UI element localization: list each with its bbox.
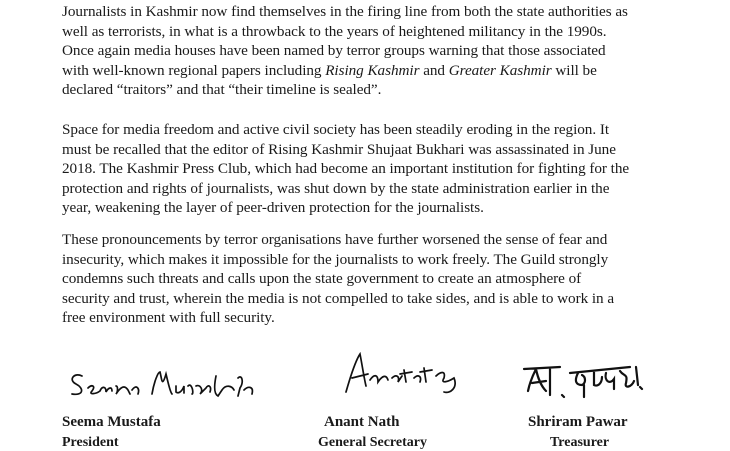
text-line: [62, 22, 712, 42]
text-run: 2018. The Kashmir Press Club, which had become an important institution for fighting for the: [62, 160, 630, 178]
text-run: declared “traitors” and that “their timeline is sealed”.: [62, 81, 382, 99]
text-line: [62, 230, 712, 250]
text-line: [62, 250, 712, 270]
italic-run: Rising Kashmir: [325, 61, 420, 79]
signatory-name-seema-mustafa: Seema Mustafa: [62, 414, 161, 430]
text-run: protection and rights of journalists, was shut down by the state administration earlier in the: [62, 179, 610, 197]
text-line: [62, 61, 712, 81]
signature-anant-nath: [340, 348, 470, 398]
paragraph-media-freedom: [62, 120, 712, 218]
text-run: These pronouncements by terror organisations have further worsened the sense of fear and: [62, 231, 608, 248]
paragraph-guild-condemns: [62, 230, 712, 328]
signatory-role-president: President: [62, 435, 119, 450]
signatory-name-anant-nath: Anant Nath: [324, 414, 400, 430]
signatory-role-general-secretary: General Secretary: [318, 435, 427, 450]
signature-seema-mustafa: [66, 364, 266, 404]
italic-run: Greater Kashmir: [448, 61, 552, 79]
text-run: security and trust, wherein the media is not compelled to take sides, and is able to work in a: [62, 289, 615, 307]
text-run: Space for media freedom and active civil society has been steadily eroding in the region. It: [62, 121, 610, 138]
text-run: well as terrorists, in what is a throwback to the years of heightened militancy in the 1990s.: [62, 22, 607, 40]
text-line: [62, 140, 712, 160]
text-line: [62, 289, 712, 309]
signatory-role-treasurer: Treasurer: [550, 435, 610, 450]
text-run: and: [419, 61, 449, 79]
text-run: condemns such threats and calls upon the state government to create an atmosphere of: [62, 270, 582, 288]
text-run: insecurity, which makes it impossible for the journalists to work freely. The Guild strongly: [62, 250, 609, 268]
text-line: [62, 80, 712, 100]
text-run: must be recalled that the editor of Rising Kashmir Shujaat Bukhari was assassinated in June: [62, 140, 616, 158]
text-line: [62, 308, 712, 328]
text-line: [62, 2, 712, 22]
text-run: with well-known regional papers including: [62, 61, 326, 79]
text-line: [62, 159, 712, 179]
text-run: Once again media houses have been named by terror groups warning that those associated: [62, 42, 606, 60]
text-line: [62, 179, 712, 199]
text-line: [62, 269, 712, 289]
text-run: year, weakening the layer of peer-driven protection for the journalists.: [62, 199, 484, 217]
text-line: [62, 198, 712, 218]
text-run: free environment with full security.: [62, 309, 275, 327]
text-line: [62, 120, 712, 140]
text-run: will be: [551, 61, 597, 79]
text-line: [62, 41, 712, 61]
text-run: Journalists in Kashmir now find themselves in the firing line from both the state authorities as: [62, 3, 628, 20]
signatory-name-shriram-pawar: Shriram Pawar: [528, 414, 628, 430]
paragraph-journalists-in-kashmir: [62, 2, 712, 100]
signature-shriram-pawar: [520, 355, 650, 405]
